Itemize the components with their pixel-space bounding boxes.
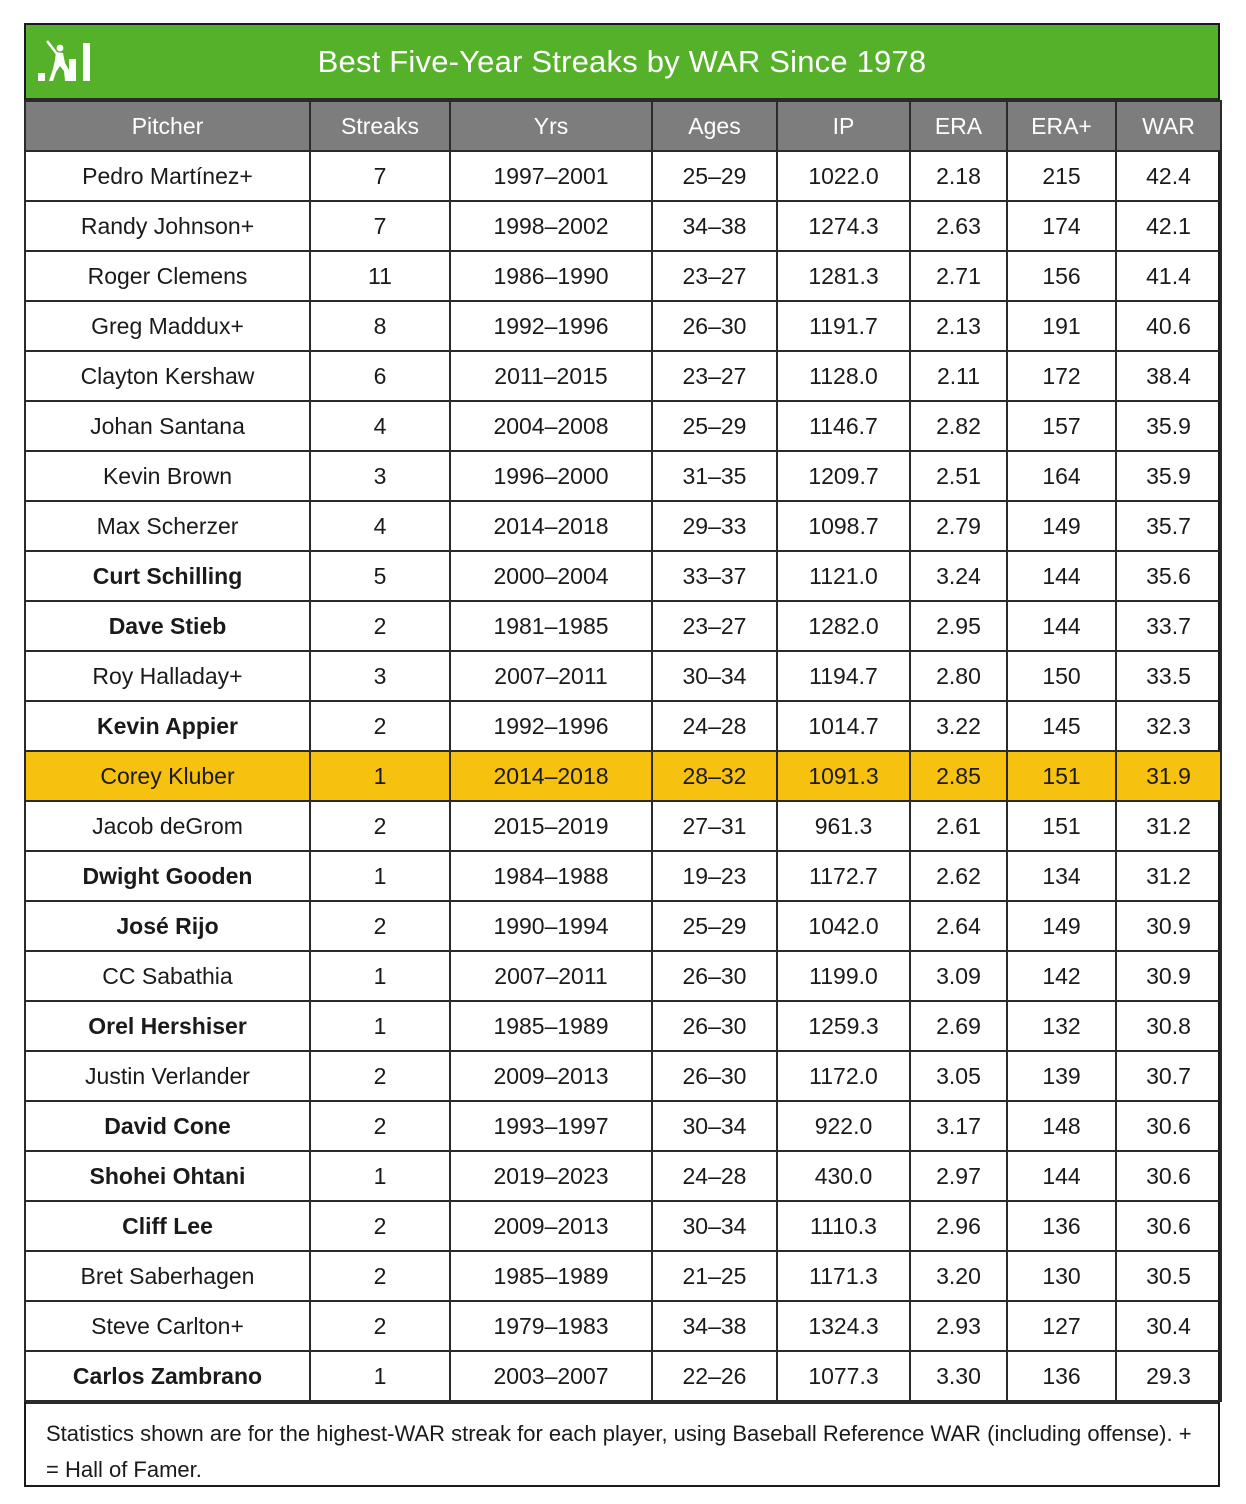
cell-pitcher: Roy Halladay+	[25, 651, 310, 701]
table-body	[25, 151, 1221, 1401]
column-header-streaks: Streaks	[310, 101, 450, 151]
cell-era: 3.17	[910, 1101, 1007, 1151]
cell-era: 2.13	[910, 301, 1007, 351]
cell-era-plus: 136	[1007, 1201, 1116, 1251]
column-header-pitcher: Pitcher	[25, 101, 310, 151]
header-row	[25, 101, 1221, 151]
cell-era: 2.97	[910, 1151, 1007, 1201]
cell-pitcher: Randy Johnson+	[25, 201, 310, 251]
cell-war: 30.6	[1116, 1201, 1221, 1251]
cell-era: 2.63	[910, 201, 1007, 251]
cell-yrs: 2015–2019	[450, 801, 652, 851]
table-row	[25, 301, 1221, 351]
cell-pitcher: Shohei Ohtani	[25, 1151, 310, 1201]
cell-war: 30.5	[1116, 1251, 1221, 1301]
cell-ages: 34–38	[652, 1301, 777, 1351]
cell-yrs: 1993–1997	[450, 1101, 652, 1151]
cell-streaks: 6	[310, 351, 450, 401]
cell-war: 31.2	[1116, 801, 1221, 851]
cell-streaks: 1	[310, 1351, 450, 1401]
cell-streaks: 7	[310, 201, 450, 251]
cell-streaks: 2	[310, 1101, 450, 1151]
cell-era-plus: 132	[1007, 1001, 1116, 1051]
cell-pitcher: José Rijo	[25, 901, 310, 951]
cell-ip: 1146.7	[777, 401, 910, 451]
cell-streaks: 7	[310, 151, 450, 201]
cell-era-plus: 215	[1007, 151, 1116, 201]
cell-yrs: 2000–2004	[450, 551, 652, 601]
cell-streaks: 2	[310, 901, 450, 951]
table-row	[25, 1251, 1221, 1301]
cell-era-plus: 139	[1007, 1051, 1116, 1101]
cell-ages: 31–35	[652, 451, 777, 501]
cell-ages: 22–26	[652, 1351, 777, 1401]
cell-yrs: 2003–2007	[450, 1351, 652, 1401]
cell-era: 3.22	[910, 701, 1007, 751]
cell-war: 35.6	[1116, 551, 1221, 601]
cell-pitcher: Dave Stieb	[25, 601, 310, 651]
cell-pitcher: Carlos Zambrano	[25, 1351, 310, 1401]
cell-yrs: 1990–1994	[450, 901, 652, 951]
cell-era-plus: 148	[1007, 1101, 1116, 1151]
cell-ages: 30–34	[652, 1101, 777, 1151]
cell-ip: 1110.3	[777, 1201, 910, 1251]
cell-ip: 1259.3	[777, 1001, 910, 1051]
cell-war: 30.6	[1116, 1151, 1221, 1201]
cell-era-plus: 157	[1007, 401, 1116, 451]
cell-yrs: 2011–2015	[450, 351, 652, 401]
table-title: Best Five-Year Streaks by WAR Since 1978	[317, 43, 927, 79]
cell-era-plus: 144	[1007, 601, 1116, 651]
cell-era-plus: 127	[1007, 1301, 1116, 1351]
cell-pitcher: Clayton Kershaw	[25, 351, 310, 401]
cell-pitcher: Kevin Brown	[25, 451, 310, 501]
table-row	[25, 1301, 1221, 1351]
cell-era-plus: 144	[1007, 551, 1116, 601]
cell-yrs: 2004–2008	[450, 401, 652, 451]
cell-streaks: 2	[310, 1301, 450, 1351]
table-row	[25, 1351, 1221, 1401]
table-row	[25, 701, 1221, 751]
cell-war: 31.2	[1116, 851, 1221, 901]
cell-era-plus: 149	[1007, 501, 1116, 551]
cell-ages: 26–30	[652, 1001, 777, 1051]
table-row	[25, 851, 1221, 901]
cell-streaks: 8	[310, 301, 450, 351]
cell-ip: 430.0	[777, 1151, 910, 1201]
streaks-table	[24, 100, 1222, 1402]
cell-ages: 24–28	[652, 701, 777, 751]
cell-ip: 1022.0	[777, 151, 910, 201]
cell-era: 2.79	[910, 501, 1007, 551]
cell-streaks: 1	[310, 951, 450, 1001]
cell-ages: 25–29	[652, 901, 777, 951]
cell-era-plus: 150	[1007, 651, 1116, 701]
cell-era-plus: 191	[1007, 301, 1116, 351]
cell-yrs: 2007–2011	[450, 651, 652, 701]
cell-pitcher: Roger Clemens	[25, 251, 310, 301]
cell-era-plus: 142	[1007, 951, 1116, 1001]
cell-era: 3.20	[910, 1251, 1007, 1301]
cell-ages: 23–27	[652, 601, 777, 651]
cell-era: 2.93	[910, 1301, 1007, 1351]
cell-era: 3.30	[910, 1351, 1007, 1401]
cell-streaks: 2	[310, 601, 450, 651]
cell-streaks: 1	[310, 751, 450, 801]
footnote: Statistics shown are for the highest-WAR streak for each player, using Baseball Reference WAR (including offense). + = Hall of Famer.	[26, 1402, 1218, 1490]
table-row	[25, 201, 1221, 251]
cell-pitcher: Corey Kluber	[25, 751, 310, 801]
cell-yrs: 1985–1989	[450, 1251, 652, 1301]
cell-ip: 1199.0	[777, 951, 910, 1001]
table-row	[25, 551, 1221, 601]
table-row	[25, 901, 1221, 951]
cell-yrs: 2009–2013	[450, 1051, 652, 1101]
cell-war: 30.9	[1116, 901, 1221, 951]
cell-pitcher: Jacob deGrom	[25, 801, 310, 851]
cell-ip: 1194.7	[777, 651, 910, 701]
cell-pitcher: Johan Santana	[25, 401, 310, 451]
cell-era: 2.11	[910, 351, 1007, 401]
cell-yrs: 2009–2013	[450, 1201, 652, 1251]
cell-streaks: 2	[310, 1251, 450, 1301]
cell-streaks: 1	[310, 1001, 450, 1051]
cell-streaks: 4	[310, 501, 450, 551]
cell-era: 2.96	[910, 1201, 1007, 1251]
cell-era: 2.71	[910, 251, 1007, 301]
column-header-era: ERA	[910, 101, 1007, 151]
cell-era-plus: 149	[1007, 901, 1116, 951]
cell-yrs: 2014–2018	[450, 501, 652, 551]
cell-ip: 1191.7	[777, 301, 910, 351]
cell-yrs: 1981–1985	[450, 601, 652, 651]
cell-ages: 25–29	[652, 401, 777, 451]
cell-ip: 1171.3	[777, 1251, 910, 1301]
cell-ages: 33–37	[652, 551, 777, 601]
cell-streaks: 5	[310, 551, 450, 601]
cell-streaks: 2	[310, 701, 450, 751]
cell-ages: 24–28	[652, 1151, 777, 1201]
cell-era: 2.62	[910, 851, 1007, 901]
table-card	[24, 23, 1220, 1487]
cell-ages: 26–30	[652, 301, 777, 351]
cell-pitcher: Pedro Martínez+	[25, 151, 310, 201]
cell-pitcher: Max Scherzer	[25, 501, 310, 551]
cell-ages: 23–27	[652, 251, 777, 301]
cell-yrs: 2019–2023	[450, 1151, 652, 1201]
cell-yrs: 1985–1989	[450, 1001, 652, 1051]
table-row	[25, 401, 1221, 451]
cell-war: 31.9	[1116, 751, 1221, 801]
cell-ip: 1014.7	[777, 701, 910, 751]
cell-war: 42.4	[1116, 151, 1221, 201]
column-header-war: WAR	[1116, 101, 1221, 151]
cell-ages: 23–27	[652, 351, 777, 401]
cell-yrs: 2014–2018	[450, 751, 652, 801]
cell-streaks: 3	[310, 451, 450, 501]
cell-era-plus: 174	[1007, 201, 1116, 251]
title-bar	[26, 25, 1218, 100]
cell-streaks: 11	[310, 251, 450, 301]
cell-yrs: 1984–1988	[450, 851, 652, 901]
cell-ip: 1098.7	[777, 501, 910, 551]
cell-ip: 922.0	[777, 1101, 910, 1151]
cell-era-plus: 130	[1007, 1251, 1116, 1301]
cell-pitcher: Justin Verlander	[25, 1051, 310, 1101]
cell-era: 2.61	[910, 801, 1007, 851]
cell-era: 2.18	[910, 151, 1007, 201]
cell-war: 30.7	[1116, 1051, 1221, 1101]
cell-ages: 25–29	[652, 151, 777, 201]
table-row	[25, 1151, 1221, 1201]
cell-era: 3.05	[910, 1051, 1007, 1101]
cell-ip: 1077.3	[777, 1351, 910, 1401]
cell-ages: 28–32	[652, 751, 777, 801]
cell-ip: 1121.0	[777, 551, 910, 601]
cell-war: 33.5	[1116, 651, 1221, 701]
cell-ages: 30–34	[652, 651, 777, 701]
column-header-ages: Ages	[652, 101, 777, 151]
cell-streaks: 1	[310, 851, 450, 901]
table-row	[25, 251, 1221, 301]
cell-pitcher: Kevin Appier	[25, 701, 310, 751]
column-header-era-plus: ERA+	[1007, 101, 1116, 151]
cell-war: 41.4	[1116, 251, 1221, 301]
table-row	[25, 801, 1221, 851]
cell-ip: 1274.3	[777, 201, 910, 251]
cell-era-plus: 134	[1007, 851, 1116, 901]
cell-war: 35.9	[1116, 401, 1221, 451]
cell-yrs: 1997–2001	[450, 151, 652, 201]
table-row	[25, 1001, 1221, 1051]
cell-era-plus: 156	[1007, 251, 1116, 301]
cell-era: 2.51	[910, 451, 1007, 501]
cell-war: 30.6	[1116, 1101, 1221, 1151]
cell-pitcher: Orel Hershiser	[25, 1001, 310, 1051]
cell-pitcher: Curt Schilling	[25, 551, 310, 601]
cell-ages: 21–25	[652, 1251, 777, 1301]
cell-era-plus: 172	[1007, 351, 1116, 401]
cell-war: 30.9	[1116, 951, 1221, 1001]
cell-ages: 34–38	[652, 201, 777, 251]
cell-ages: 29–33	[652, 501, 777, 551]
table-row	[25, 451, 1221, 501]
table-row	[25, 601, 1221, 651]
cell-streaks: 3	[310, 651, 450, 701]
cell-yrs: 2007–2011	[450, 951, 652, 1001]
cell-ip: 1091.3	[777, 751, 910, 801]
cell-streaks: 2	[310, 801, 450, 851]
cell-era: 2.82	[910, 401, 1007, 451]
cell-pitcher: Greg Maddux+	[25, 301, 310, 351]
cell-yrs: 1998–2002	[450, 201, 652, 251]
cell-yrs: 1986–1990	[450, 251, 652, 301]
cell-era-plus: 151	[1007, 801, 1116, 851]
cell-era: 2.80	[910, 651, 1007, 701]
cell-era: 3.09	[910, 951, 1007, 1001]
cell-ip: 1172.7	[777, 851, 910, 901]
column-header-yrs: Yrs	[450, 101, 652, 151]
table-row	[25, 1201, 1221, 1251]
cell-ip: 1209.7	[777, 451, 910, 501]
cell-era: 2.64	[910, 901, 1007, 951]
cell-pitcher: Bret Saberhagen	[25, 1251, 310, 1301]
cell-era-plus: 151	[1007, 751, 1116, 801]
cell-era: 2.69	[910, 1001, 1007, 1051]
cell-pitcher: CC Sabathia	[25, 951, 310, 1001]
cell-era-plus: 144	[1007, 1151, 1116, 1201]
cell-war: 42.1	[1116, 201, 1221, 251]
cell-ages: 27–31	[652, 801, 777, 851]
cell-war: 29.3	[1116, 1351, 1221, 1401]
cell-ip: 961.3	[777, 801, 910, 851]
cell-ip: 1324.3	[777, 1301, 910, 1351]
cell-streaks: 2	[310, 1051, 450, 1101]
table-row	[25, 1051, 1221, 1101]
cell-ages: 30–34	[652, 1201, 777, 1251]
cell-era: 2.85	[910, 751, 1007, 801]
cell-yrs: 1992–1996	[450, 301, 652, 351]
cell-era-plus: 145	[1007, 701, 1116, 751]
cell-pitcher: Cliff Lee	[25, 1201, 310, 1251]
table-row	[25, 751, 1221, 801]
cell-pitcher: Dwight Gooden	[25, 851, 310, 901]
cell-era-plus: 136	[1007, 1351, 1116, 1401]
cell-ages: 26–30	[652, 951, 777, 1001]
table-row	[25, 1101, 1221, 1151]
cell-ip: 1172.0	[777, 1051, 910, 1101]
cell-yrs: 1979–1983	[450, 1301, 652, 1351]
cell-streaks: 4	[310, 401, 450, 451]
cell-war: 38.4	[1116, 351, 1221, 401]
cell-war: 32.3	[1116, 701, 1221, 751]
cell-streaks: 1	[310, 1151, 450, 1201]
column-header-ip: IP	[777, 101, 910, 151]
cell-era-plus: 164	[1007, 451, 1116, 501]
table-row	[25, 501, 1221, 551]
cell-ip: 1281.3	[777, 251, 910, 301]
cell-yrs: 1992–1996	[450, 701, 652, 751]
cell-streaks: 2	[310, 1201, 450, 1251]
cell-era: 3.24	[910, 551, 1007, 601]
baseball-batter-bar-chart-icon	[36, 39, 94, 83]
cell-war: 35.9	[1116, 451, 1221, 501]
cell-pitcher: David Cone	[25, 1101, 310, 1151]
table-row	[25, 651, 1221, 701]
cell-ages: 19–23	[652, 851, 777, 901]
cell-ip: 1042.0	[777, 901, 910, 951]
cell-war: 35.7	[1116, 501, 1221, 551]
table-row	[25, 951, 1221, 1001]
cell-pitcher: Steve Carlton+	[25, 1301, 310, 1351]
table-row	[25, 351, 1221, 401]
cell-war: 30.4	[1116, 1301, 1221, 1351]
cell-war: 40.6	[1116, 301, 1221, 351]
cell-era: 2.95	[910, 601, 1007, 651]
table-row	[25, 151, 1221, 201]
cell-war: 33.7	[1116, 601, 1221, 651]
cell-ages: 26–30	[652, 1051, 777, 1101]
cell-yrs: 1996–2000	[450, 451, 652, 501]
cell-ip: 1128.0	[777, 351, 910, 401]
cell-ip: 1282.0	[777, 601, 910, 651]
cell-war: 30.8	[1116, 1001, 1221, 1051]
